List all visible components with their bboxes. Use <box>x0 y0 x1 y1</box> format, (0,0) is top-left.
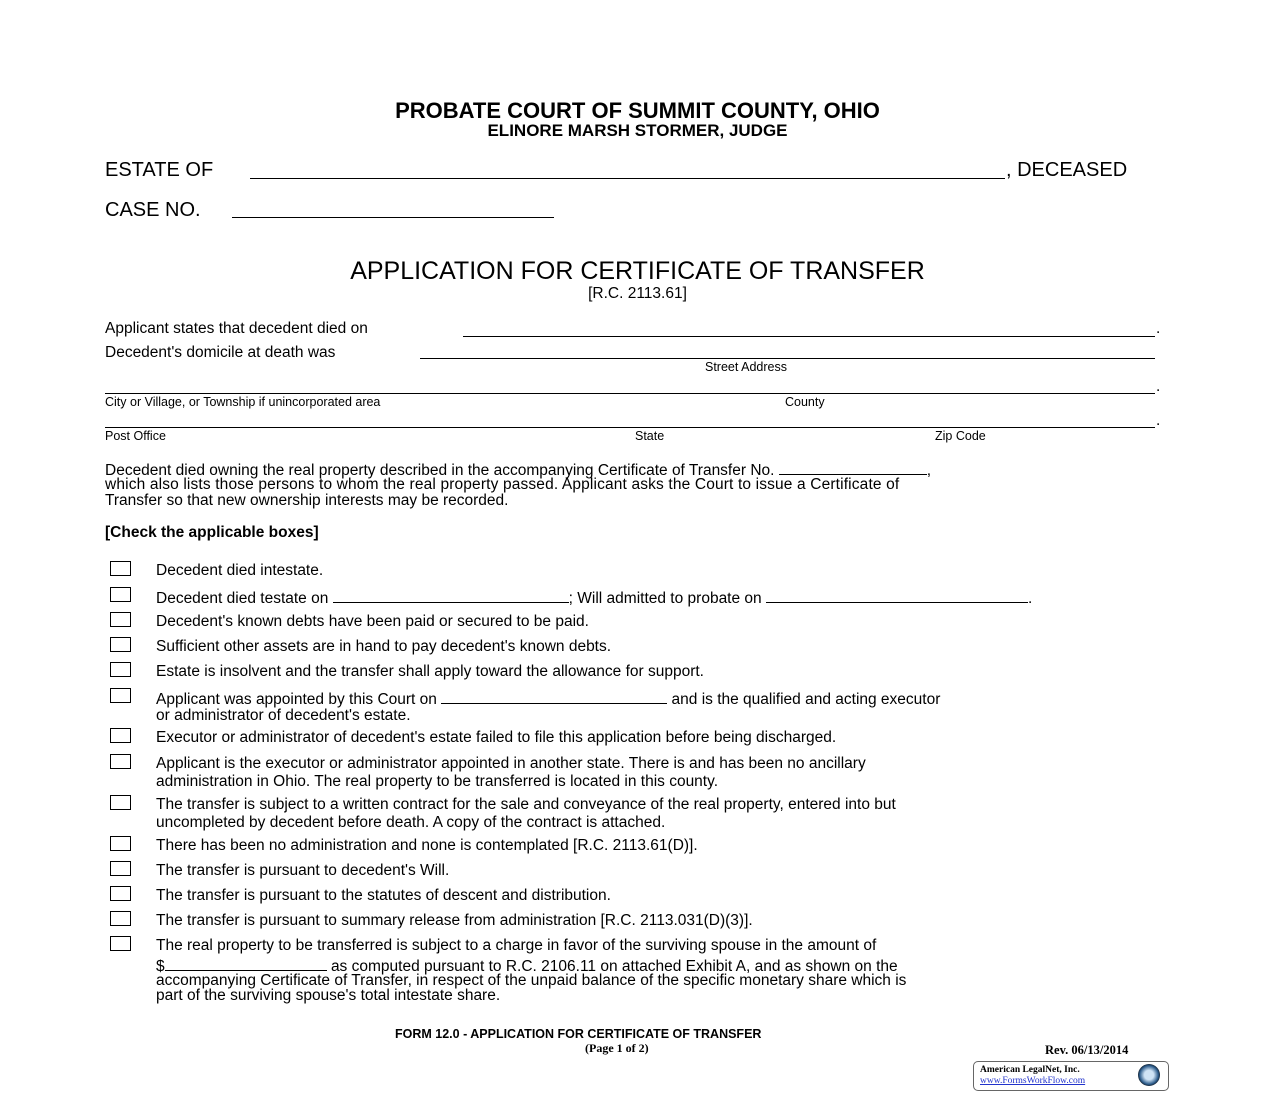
statute-ref: [R.C. 2113.61] <box>588 285 687 302</box>
checkbox-no-administration[interactable] <box>110 836 131 851</box>
checkbox-will[interactable] <box>110 861 131 876</box>
paragraph-line: which also lists those persons to whom the real property passed. Applicant asks the Court to issue a Certificate of <box>105 476 900 493</box>
item-text: Applicant was appointed by this Court on <box>156 691 437 708</box>
paragraph-text: Decedent died owning the real property described in the accompanying Certificate of Transfer No. <box>105 462 775 479</box>
amount-field[interactable] <box>165 956 327 971</box>
checkbox-spouse-charge[interactable] <box>110 936 131 951</box>
died-on-label: Applicant states that decedent died on <box>105 320 368 337</box>
checkbox-failed-to-file[interactable] <box>110 728 131 743</box>
estate-of-label: ESTATE OF <box>105 159 214 181</box>
checkbox-appointed[interactable] <box>110 688 131 703</box>
footer-revision: Rev. 06/13/2014 <box>1045 1043 1129 1057</box>
check-heading: [Check the applicable boxes] <box>105 524 319 541</box>
checkbox-sufficient-assets[interactable] <box>110 637 131 652</box>
testate-date-field[interactable] <box>333 588 569 603</box>
deceased-label: , DECEASED <box>1006 159 1128 181</box>
item-intestate: Decedent died intestate. <box>156 562 324 579</box>
paragraph-line: Transfer so that new ownership interests may be recorded. <box>105 492 509 509</box>
item-no-administration: There has been no administration and none is contemplated [R.C. 2113.61(D)]. <box>156 837 698 854</box>
street-address-caption: Street Address <box>705 360 787 374</box>
city-county-field[interactable] <box>105 393 1155 394</box>
zip-caption: Zip Code <box>935 429 986 443</box>
item-text: Decedent died testate on <box>156 590 329 607</box>
item-text: and is the qualified and acting executor <box>671 691 941 708</box>
checkbox-debts-paid[interactable] <box>110 612 131 627</box>
item-insolvent: Estate is insolvent and the transfer shall apply toward the allowance for support. <box>156 663 704 680</box>
period: . <box>1156 412 1161 429</box>
item-appointed-line2: or administrator of decedent's estate. <box>156 707 411 724</box>
item-text: . <box>1027 590 1033 607</box>
item-spouse-charge: The real property to be transferred is subject to a charge in favor of the surviving spouse in the amount of <box>156 937 877 954</box>
item-descent: The transfer is pursuant to the statutes of descent and distribution. <box>156 887 611 904</box>
period: . <box>1156 378 1161 395</box>
item-spouse-charge-line3: accompanying Certificate of Transfer, in respect of the unpaid balance of the specific monetary share which is <box>156 972 907 989</box>
item-written-contract: The transfer is subject to a written contract for the sale and conveyance of the real property, entered into but <box>156 796 896 813</box>
item-appointed <box>156 689 940 708</box>
dollar-sign: $ <box>156 958 165 975</box>
case-no-label: CASE NO. <box>105 199 201 221</box>
street-address-field[interactable] <box>420 358 1155 359</box>
court-name: PROBATE COURT OF SUMMIT COUNTY, OHIO <box>395 98 880 123</box>
will-probate-date-field[interactable] <box>766 588 1028 603</box>
item-sufficient-assets: Sufficient other assets are in hand to pay decedent's known debts. <box>156 638 612 655</box>
footer-form-name: FORM 12.0 - APPLICATION FOR CERTIFICATE OF TRANSFER <box>395 1027 762 1041</box>
item-other-state: Applicant is the executor or administrator appointed in another state. There is and has been no ancillary <box>156 755 866 772</box>
item-written-contract-line2: uncompleted by decedent before death. A copy of the contract is attached. <box>156 814 666 831</box>
checkbox-insolvent[interactable] <box>110 662 131 677</box>
checkbox-testate[interactable] <box>110 587 131 602</box>
comma: , <box>926 462 932 479</box>
globe-icon <box>1138 1064 1160 1086</box>
american-legalnet-logo <box>973 1061 1169 1091</box>
state-caption: State <box>635 429 665 443</box>
item-summary-release: The transfer is pursuant to summary release from administration [R.C. 2113.031(D)(3)]. <box>156 912 753 929</box>
appointment-date-field[interactable] <box>441 689 667 704</box>
logo-link[interactable]: www.FormsWorkFlow.com <box>980 1076 1086 1086</box>
item-failed-to-file: Executor or administrator of decedent's estate failed to file this application before being discharged. <box>156 729 837 746</box>
item-other-state-line2: administration in Ohio. The real property to be transferred is located in this county. <box>156 773 719 790</box>
city-caption: City or Village, or Township if unincorporated area <box>105 395 381 409</box>
post-office-caption: Post Office <box>105 429 166 443</box>
item-will: The transfer is pursuant to decedent's Will. <box>156 862 450 879</box>
date-of-death-field[interactable] <box>463 336 1155 337</box>
item-text: as computed pursuant to R.C. 2106.11 on attached Exhibit A, and as shown on the <box>330 958 898 975</box>
item-spouse-charge-line4: part of the surviving spouse's total intestate share. <box>156 987 501 1004</box>
certificate-no-field[interactable] <box>779 460 927 475</box>
footer-page-number: (Page 1 of 2) <box>585 1041 649 1055</box>
estate-name-field[interactable] <box>250 178 1005 179</box>
case-no-field[interactable] <box>232 217 554 218</box>
checkbox-intestate[interactable] <box>110 561 131 576</box>
logo-name: American LegalNet, Inc. <box>980 1065 1080 1075</box>
item-text: ; Will admitted to probate on <box>568 590 762 607</box>
period: . <box>1156 320 1161 337</box>
checkbox-other-state[interactable] <box>110 754 131 769</box>
county-caption: County <box>785 395 825 409</box>
item-testate <box>156 588 1032 607</box>
domicile-label: Decedent's domicile at death was <box>105 344 336 361</box>
form-title: APPLICATION FOR CERTIFICATE OF TRANSFER <box>350 257 925 285</box>
judge-name: ELINORE MARSH STORMER, JUDGE <box>487 121 788 140</box>
checkbox-written-contract[interactable] <box>110 795 131 810</box>
post-office-state-zip-field[interactable] <box>105 427 1155 428</box>
checkbox-descent[interactable] <box>110 886 131 901</box>
checkbox-summary-release[interactable] <box>110 911 131 926</box>
item-debts-paid: Decedent's known debts have been paid or secured to be paid. <box>156 613 589 630</box>
